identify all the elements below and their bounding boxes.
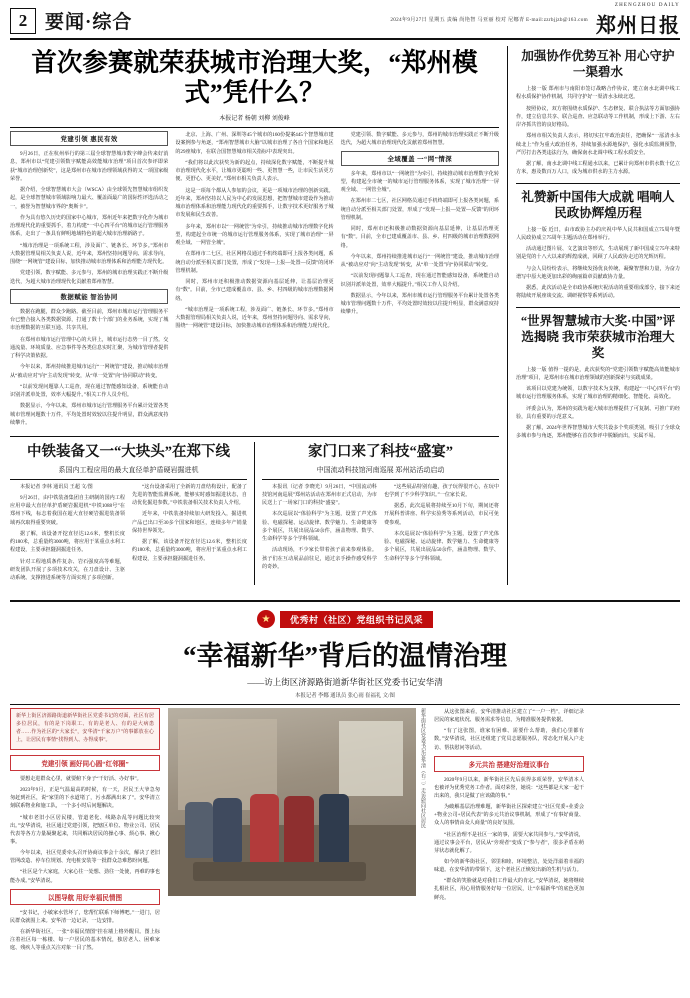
- page-number: 2: [10, 8, 36, 34]
- paragraph: 据了解，2024年世界智慧城市大奖共设多个奖项类别，吸引了全球众多城市参与角逐，郑州能够在首次参评中脱颖而出，实属不易。: [516, 425, 680, 440]
- paragraph: 今年以来，社区党委牵头召开协商议事会十余次，解决了老旧管网改造、停车位规划、充电桩安装等一批群众急难愁盼问题。: [10, 850, 160, 865]
- right-column: [508, 46, 680, 585]
- paragraph: “有了这张图，谁家有困难、需要什么帮助，我们心里都有数。”安华清说，社区还组建了党员志愿服务队，常态化开展入户走访、帮扶慰问等活动。: [434, 728, 584, 751]
- paper-name-cn: 郑州日报: [596, 15, 680, 37]
- paragraph: 在郑州市二七区，社区网格员通过手机终端即可上报各类问题，系统自动分派至相关部门处置，形成了“发现—上报—处置—反馈”的闭环管理机制。: [175, 251, 334, 274]
- paragraph: “安书记，小敏家水管坏了，您帮忙联系下师傅吧。”一进门，居民群众就围上来。安华清一边记录，一边安排。: [10, 909, 160, 924]
- paragraph: 数据在跑腿，群众少跑路。截至目前，郑州市城市运行管理服务平台已整合接入各类数据资源，打通了数十个部门的业务系统，实现了城市治理数据的互联互通、共享共用。: [10, 308, 169, 332]
- community-visit-photo: [168, 708, 416, 896]
- paragraph: “以前发现问题靠人工巡查，现在通过智能感知设备，系统能自动识别并派单处置，效率大幅提升。”相关工作人员介绍。: [340, 273, 499, 288]
- paragraph: 9月26日，正在杭州举行的第三届全球智慧城市数字峰会传来好消息，郑州市以“党建引领数字赋能高效能城市治理”项目首次参评即荣获“城市治理创新奖”，这是郑州市在城市治理领域获得的又一项国家级荣誉。: [10, 151, 169, 182]
- paragraph: 评委会认为，郑州的实践为超大城市治理提供了可复制、可推广的经验，具有重要的示范意义。: [516, 405, 680, 420]
- feature-columns: [10, 708, 680, 955]
- paper-name-en: ZHENGZHOU DAILY: [614, 3, 680, 8]
- publication-date-line: 2024年9月27日 星期五 责编 尚艳智 马亚丽 校对 尼娜青 E-mail:zzrbjjzb@163.com: [390, 17, 588, 24]
- lead-article-columns: [10, 131, 499, 430]
- lead-headline: 首次参赛就荣获城市治理大奖，“郑州模式”凭什么？: [31, 48, 478, 108]
- feature-banner: [10, 610, 680, 628]
- paragraph: 要想走进群众心里，就要俯下身子“干好活、办好事”。: [20, 776, 142, 782]
- divider: [10, 704, 680, 705]
- mid-left-col-2: [132, 483, 247, 586]
- paragraph: 同时，郑州市还积极推动数据资源向基层延伸，让基层治理更有“数”。目前，全市已建成覆盖市、县、乡、村四级的城市治理数据网络。: [340, 226, 499, 249]
- paragraph: 数据显示，今年以来，郑州市城市运行管理服务平台累计处置各类城市管理问题数十万件，平均处置时效较以往提升明显，群众满意度持续攀升。: [10, 403, 169, 426]
- paragraph: 北京、上海、广州、深圳等45个城市的160份提案445个智慧城市建设案例参与角逐，“郑州智慧城市大脑”以城市治理了各自个国家和地区的29座城市，在联合国智慧城市相关指标中表现突出。: [175, 132, 334, 155]
- paragraph: “群众的笑脸就是对我们工作最大的肯定。”安华清说，她将继续扎根社区，用心用情服务好每一位居民，让“幸福新华”的底色更加鲜亮。: [434, 878, 584, 901]
- feature-subhead-2: 以图导航 用好幸福民情图: [10, 889, 160, 905]
- mid-right-subtitle: 中国流动科技馆河南巡展 郑州站活动启动: [316, 465, 445, 474]
- mid-right-col-2: [384, 483, 499, 575]
- paragraph: 活动现场，不少家长带着孩子前来参观体验。孩子们在互动展品前驻足，通过亲手操作感受科学的奇妙。: [262, 547, 377, 570]
- paragraph: 在郑州市二七区，社区网格员通过手机终端即可上报各类问题，系统自动分派至相关部门处置，形成了“发现—上报—处置—反馈”的闭环管理机制。: [340, 198, 499, 221]
- paragraph: “社区是个大家庭，大家心往一处想、劲往一处使，再难的事也能办成。”安华清说。: [10, 869, 160, 884]
- top-section: [10, 46, 680, 585]
- mid-left-subtitle: 系国内工程应用的最大直径单护盾硬岩掘进机: [58, 465, 199, 474]
- right-block-2: [516, 189, 680, 301]
- paragraph: 上接一版 郑州市与南阳市签订战略合作协议，建立南水北调中线工程水质保护协作机制，共同守护好一渠清水永续北送。: [516, 86, 680, 101]
- lead-subhead-3: 全域覆盖 一“网”情深: [341, 151, 499, 166]
- lead-subhead-2: 数据赋能 智治协同: [10, 289, 168, 304]
- paragraph: 今年以来，郑州持续推进城市运行“一网统管”建设，推动城市治理从“被动应对”向“主动发现”转变，从“单一处置”向“协同联动”转变。: [340, 253, 499, 269]
- paragraph: 同时，郑州市还积极推动数据资源向基层延伸，让基层治理更有“数”。目前，全市已建成覆盖市、县、乡、村四级的城市治理数据网络。: [175, 279, 334, 302]
- mid-right-columns: [262, 483, 499, 575]
- paragraph: 多年来，郑州市以“一网统管”为牵引，持续推动城市治理数字化转型，构建起全市统一的城市运行管理服务体系，实现了城市治理“一屏观全域、一网管全城”。: [175, 223, 334, 247]
- paragraph: 上接一版 值得一提的是，此次获奖的“党建引领数字赋能高效能城市治理”项目，是郑州市在城市治理领域的创新探索与实践成果。: [516, 366, 680, 381]
- paragraph: 2023年9月，正是气温最高的时候，有一天，居民王大爷急匆匆赶到社区，说“家里的下水道堵了，污水都满出来了”。安华清立刻联系物业和施工队，一个多小时后问题解决。: [10, 787, 160, 810]
- paragraph: “我们将以此次获奖为新的起点，持续深化数字赋能，不断提升城市治理现代化水平，让城市更聪明一些、更智慧一些，让市民生活更方便、更舒心、更美好。”郑州市相关负责人表示。: [175, 159, 334, 183]
- divider: [10, 479, 247, 480]
- mid-left-col-1: [10, 483, 125, 586]
- paragraph: 数据显示，今年以来，郑州市城市运行管理服务平台累计处置各类城市管理问题数十万件，平均处置时效较以往提升明显，群众满意度持续攀升。: [340, 292, 499, 316]
- divider: [516, 183, 680, 184]
- paragraph: 按照协议，双方将围绕水质保护、生态修复、联合执法等方面加强协作，建立信息共享、联合巡查、应急联动等工作机制，形成上下游、左右岸齐抓共管的良好格局。: [516, 105, 680, 128]
- paragraph: 从这张图来看，安华清推动社区建立了“一户一档”，详细记录居民的家庭状况、服务需求等信息，为精准服务提供依据。: [434, 709, 584, 724]
- paragraph: 如今的新华街社区，邻里和睦、环境整洁，处处洋溢着幸福的味道。在安华清的带领下，这个老社区正焕发出新的生机与活力。: [434, 858, 584, 874]
- paragraph: 据了解，该设备开挖直径达12.6米，整机长度约180米，总重量约3000吨，将应用于某重点水利工程建设，主要承担隧洞掘进任务。: [132, 539, 247, 562]
- paragraph: 据悉，此次巡展将持续至10月下旬，期间还将开展科普讲座、科学实验秀等系列活动，市民可免费参观。: [384, 503, 499, 526]
- paragraph: 为破解基层治理难题，新华街社区探索建立“社区党委+业委会+物业公司+居民代表”的多元共治议事机制，形成了“有事好商量、众人的事情由众人商量”的良好氛围。: [434, 804, 584, 827]
- mid-right-col-1: [262, 483, 377, 575]
- feature-subtitle: ——访上街区济源路街道新华街社区党委书记安华清: [247, 677, 443, 687]
- paragraph: 该项目以党建为统领，以数字技术为支撑，构建起“一中心四平台”的城市运行管理服务体系，实现了城市治理的精细化、智能化、高效化。: [516, 386, 680, 401]
- paragraph: 上接一版 近日，由市政协主办的庆祝中华人民共和国成立75周年暨人民政协成立75周年主题活动在郑州举行。: [516, 226, 680, 241]
- paragraph: 据了解，南水北调中线工程通水以来，已累计向郑州市供水数十亿立方米，惠及数百万人口，成为城市供水的主力水源。: [516, 161, 680, 176]
- right-block-3: [516, 313, 680, 441]
- feature-subhead-3: 多元共治 搭建好治理议事台: [434, 756, 584, 772]
- photo-row: [168, 708, 426, 896]
- right-block-1: [516, 48, 680, 177]
- feature-banner-label: 优秀村（社区）党组织书记风采: [280, 611, 433, 628]
- section-title: 要闻·综合: [45, 12, 133, 33]
- paragraph: 近年来，中铁装备持续加大研发投入，掘进机产品已出口至30多个国家和地区，连续多年产销量保持世界领先。: [132, 511, 247, 534]
- lead-byline: 本报记者 杨朝 刘柳 刘俊峰: [219, 116, 290, 123]
- feature-note-box: 新华上街区济源路街道新华街社区党委书记的对面，社区有居多位居民，有的是下岗职工、有的是老人、有的是大病患者……作为社区的“大家长”，安华清“千家万户”的事都放在心上，让居民有事情“找得到人、办得成事”。: [10, 708, 160, 750]
- mid-right-title: 家门口来了科技“盛宴”: [308, 444, 453, 461]
- paragraph: 作为具有悠久历史的国家中心城市，郑州近年来把数字化作为城市治理现代化的重要抓手，着力构建“一中心四平台”的城市运行管理服务体系，走出了一条具有鲜明地域特色的超大城市治理新路子。: [10, 214, 169, 238]
- paragraph: 在新华街社区，一张“幸福民情图”挂在墙上格外醒目。图上标注着社区每一栋楼、每一户居民的基本情况，独居老人、困难家庭、残疾人等重点关注对象一目了然。: [10, 928, 160, 952]
- paragraph: 党建引领、数字赋能、多元参与，郑州的城市治理实践正不断升级迭代，为超大城市治理现代化贡献着郑州智慧。: [340, 132, 499, 147]
- paragraph: “城市治理是一项系统工程，涉及面广、链条长、环节多。”郑州市大数据管理局相关负责人说，近年来，郑州坚持问题导向、需求导向，围绕“一网统管”建设目标，加快推动城市治理体系和治理能力现代化。: [10, 242, 169, 266]
- paragraph: 据悉，此次活动是全市政协系统庆祝活动的重要组成部分，接下来还将陆续开展座谈交流、调研视察等系列活动。: [516, 285, 680, 300]
- paragraph: “城市老旧小区居民楼，管道老化、线路杂乱等问题比较突出。”安华清说，社区通过党建引领，把辖区单位、物业公司、居民代表等各方力量凝聚起来，共同解决居民的操心事、烦心事、揪心事。: [10, 814, 160, 845]
- mid-article-right: [262, 442, 499, 585]
- lead-column-3: [341, 131, 499, 430]
- paragraph: 多年来，郑州市以“一网统管”为牵引，持续推动城市治理数字化转型，构建起全市统一的城市运行管理服务体系，实现了城市治理“一屏观全域、一网管全城”。: [340, 170, 499, 194]
- paragraph: 今年以来，郑州持续推进城市运行“一网统管”建设，推动城市治理从“被动应对”向“主动发现”转变，从“单一处置”向“协同联动”转变。: [10, 364, 169, 379]
- paragraph: 与会人员纷纷表示，将继续发扬优良传统，凝聚智慧和力量，为奋力谱写中原大地更加出彩的绚丽篇章贡献政协力量。: [516, 265, 680, 280]
- divider: [516, 307, 680, 308]
- left-zone: [10, 46, 508, 585]
- paragraph: 党建引领、数字赋能、多元参与，郑州的城市治理实践正不断升级迭代，为超大城市治理现代化贡献着郑州智慧。: [10, 270, 169, 285]
- masthead: [10, 3, 680, 40]
- lead-subhead-1: 党建引领 惠民有效: [10, 131, 168, 146]
- divider: [254, 442, 255, 585]
- party-emblem-icon: ★: [257, 610, 275, 628]
- paragraph: 本次巡展以“体验科学”为主题，设置了声光体验、电磁探秘、运动旋律、数学魅力、生命健康等多个展区，共展出展品50余件，涵盖物理、数学、生命科学等多个学科领域。: [262, 511, 377, 543]
- paragraph: 9月26日，由中铁装备集团自主研制的国内工程应用中最大直径单护盾硬岩掘进机“中铁1088号”在郑州下线，标志着我国在超大直径硬岩掘进装备领域再次取得重要突破。: [10, 494, 125, 526]
- right-block-2-title: 礼赞新中国伟大成就 唱响人民政协辉煌历程: [521, 189, 675, 220]
- divider: [262, 479, 499, 480]
- paper-logo: [596, 3, 680, 38]
- feature-byline: 本报记者 李娜 通讯员 张心雨 崔福礼 文/图: [295, 693, 395, 699]
- paragraph: 在郑州市城市运行管理中心的大屏上，城市运行态势一目了然。交通流量、环境质量、应急事件等各类信息实时汇聚，为城市管理者提供了科学决策依据。: [10, 336, 169, 360]
- right-block-3-title: “世界智慧城市大奖·中国”评选揭晓 我市荣获城市治理大奖: [520, 313, 676, 360]
- mid-left-title: 中铁装备又一“大块头”在郑下线: [27, 444, 230, 461]
- paragraph: 活动通过图片展、文艺演出等形式，生动展现了新中国成立75年来特别是党的十八大以来的辉煌成就，回顾了人民政协走过的光辉历程。: [516, 246, 680, 261]
- mid-articles: [10, 436, 499, 585]
- right-block-1-title: 加强协作优势互补 用心守护一渠碧水: [521, 49, 675, 79]
- mid-left-columns: [10, 483, 247, 586]
- mid-article-left: [10, 442, 247, 585]
- paragraph: “以前发现问题靠人工巡查，现在通过智能感知设备，系统能自动识别并派单处置，效率大幅提升。”相关工作人员介绍。: [10, 383, 169, 399]
- paragraph: 2020年9月以来，新华街社区先后获得多项荣誉，安华清本人也被评为优秀党务工作者。面对荣誉，她说：“这些都是大家一起干出来的，我只是做了应该做的事。”: [434, 776, 584, 799]
- paragraph: 针对工程地质条件复杂、岩石强度高等难题，研发团队开展了多项技术攻关，在刀盘设计、主驱动系统、支撑推进系统等方面实现了多项创新。: [10, 558, 125, 582]
- feature-col-left: [10, 708, 160, 955]
- feature-section: [10, 600, 680, 955]
- paragraph: “这台设备采用了全新的刀盘结构设计，配备了先进的智能监测系统，能够实时感知掘进状态，自动优化掘进参数。”中铁装备相关技术负责人介绍。: [132, 483, 247, 507]
- paragraph: 据了解，该设备开挖直径达12.6米，整机长度约180米，总重量约3000吨，将应用于某重点水利工程建设，主要承担隧洞掘进任务。: [10, 530, 125, 554]
- paragraph: “城市治理是一项系统工程，涉及面广、链条长、环节多。”郑州市大数据管理局相关负责人说，近年来，郑州坚持问题导向、需求导向，围绕“一网统管”建设目标，加快推动城市治理体系和治理能力现代化。: [175, 306, 334, 330]
- lead-column-2: [175, 131, 333, 430]
- publication-info: [132, 16, 596, 24]
- paragraph: “这些展品特别有趣，孩子玩得很开心，在玩中也学到了不少科学知识。”一位家长说。: [384, 483, 499, 498]
- lead-column-1: [10, 131, 168, 430]
- divider: [10, 127, 499, 128]
- feature-subhead-1: 党建引领 画好同心圆“红邻圈”: [10, 755, 160, 771]
- photo-caption-side: 新华街社区党委书记安华清（右二）走访慰问社区居民: [420, 708, 425, 828]
- feature-title: “幸福新华”背后的温情治理: [183, 641, 507, 671]
- byline: 本报讯（记者 李晓光）9月26日，“中国流动科技馆河南巡展”郑州站活动在郑州市正式启动，为市民送上了一场家门口的科技“盛宴”。: [262, 483, 377, 507]
- feature-photo-block: [168, 708, 426, 955]
- paragraph: 据介绍，全球智慧城市大会（WSCA）由全球领先智慧城市组织发起，是全球智慧城市领域影响力最大、覆盖面最广的国际性评选活动之一，被誉为智慧城市界的“奥斯卡”。: [10, 187, 169, 210]
- paragraph: 这是一项每个都从人参加的会议，更是一项城市治理的创新实践。近年来，郑州坚持以人民为中心的发展思想，把智慧城市建设作为推动城市治理体系和治理能力现代化的重要抓手，让数字技术更好服务于城市发展和民生改善。: [175, 187, 334, 219]
- paragraph: “社区治理不是社区一家的事，需要大家共同参与。”安华清说，通过议事会平台，居民从“旁观者”变成了“参与者”，很多矛盾在萌芽状态就化解了。: [434, 831, 584, 854]
- byline: 本报记者 李林 通讯员 王超 文/图: [20, 483, 93, 490]
- paragraph: 本次巡展以“体验科学”为主题，设置了声光体验、电磁探秘、运动旋律、数学魅力、生命健康等多个展区，共展出展品50余件，涵盖物理、数学、生命科学等多个学科领域。: [384, 530, 499, 562]
- paragraph: 郑州市相关负责人表示，将切实扛牢政治责任，把确保“一泓清水永续北上”作为重大政治任务，持续加强水源地保护，强化水质监测预警，严厉打击各类违法行为，确保南水北调中线工程水质安全。: [516, 133, 680, 156]
- feature-col-right: [434, 708, 584, 955]
